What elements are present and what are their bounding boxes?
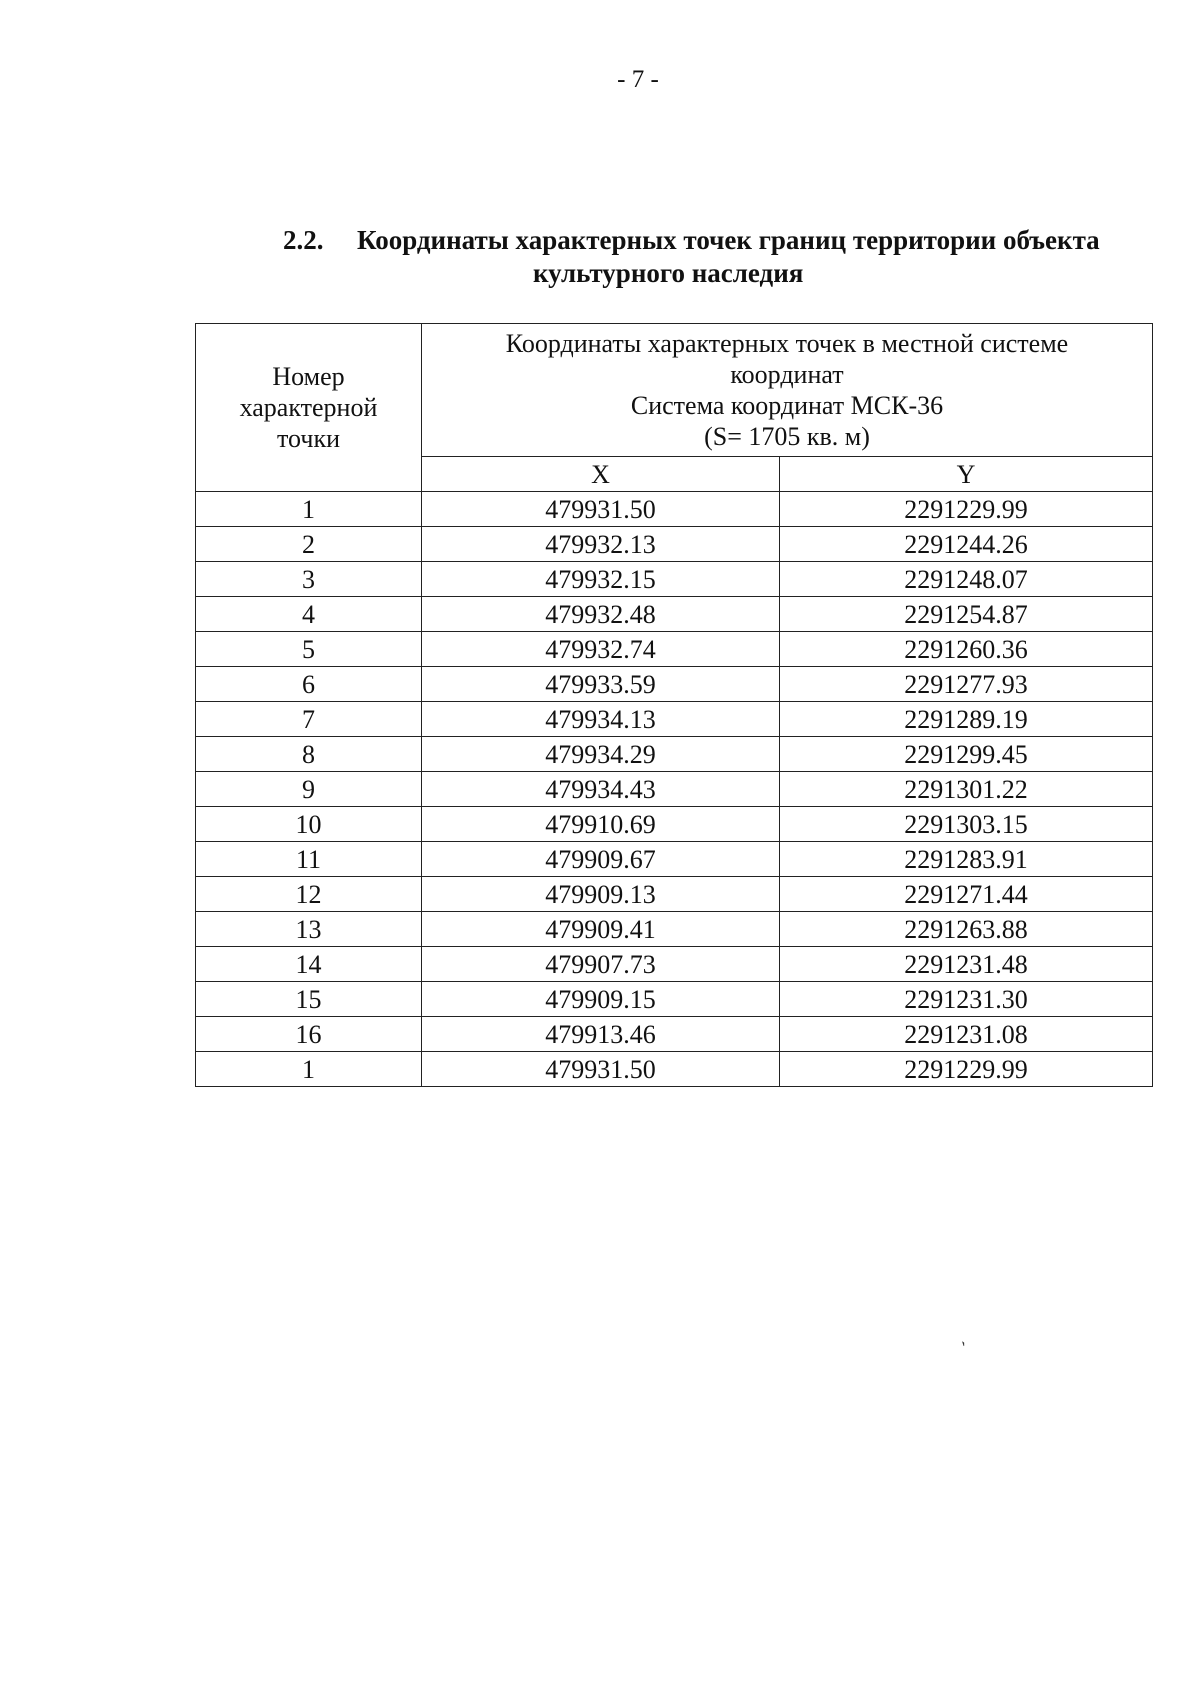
point-cell: 14 bbox=[196, 947, 422, 982]
x-cell: 479934.13 bbox=[422, 702, 780, 737]
table-row bbox=[196, 702, 1153, 737]
y-cell: 2291248.07 bbox=[780, 562, 1153, 597]
table-row bbox=[196, 842, 1153, 877]
heading-number: 2.2. bbox=[283, 225, 324, 255]
table-row bbox=[196, 1017, 1153, 1052]
y-column-header: Y bbox=[780, 457, 1153, 492]
table-row bbox=[196, 912, 1153, 947]
heading-line-1 bbox=[283, 224, 1163, 257]
table-row bbox=[196, 492, 1153, 527]
y-cell: 2291289.19 bbox=[780, 702, 1153, 737]
point-cell: 9 bbox=[196, 772, 422, 807]
point-cell: 8 bbox=[196, 737, 422, 772]
x-cell: 479909.13 bbox=[422, 877, 780, 912]
x-cell: 479933.59 bbox=[422, 667, 780, 702]
table-row bbox=[196, 632, 1153, 667]
x-cell: 479932.74 bbox=[422, 632, 780, 667]
y-cell: 2291277.93 bbox=[780, 667, 1153, 702]
x-cell: 479932.48 bbox=[422, 597, 780, 632]
x-cell: 479913.46 bbox=[422, 1017, 780, 1052]
y-cell: 2291231.30 bbox=[780, 982, 1153, 1017]
point-header-line: точки bbox=[277, 424, 340, 453]
system-header-line: Система координат МСК-36 bbox=[630, 391, 944, 420]
y-cell: 2291229.99 bbox=[780, 1052, 1153, 1087]
system-header-line: (S= 1705 кв. м) bbox=[704, 422, 870, 451]
y-cell: 2291283.91 bbox=[780, 842, 1153, 877]
table-row bbox=[196, 667, 1153, 702]
point-cell: 6 bbox=[196, 667, 422, 702]
y-cell: 2291299.45 bbox=[780, 737, 1153, 772]
table-row bbox=[196, 1052, 1153, 1087]
system-header-line: координат bbox=[730, 360, 844, 389]
x-cell: 479934.43 bbox=[422, 772, 780, 807]
x-cell: 479932.15 bbox=[422, 562, 780, 597]
y-cell: 2291231.08 bbox=[780, 1017, 1153, 1052]
table-row bbox=[196, 982, 1153, 1017]
y-cell: 2291244.26 bbox=[780, 527, 1153, 562]
table-row bbox=[196, 562, 1153, 597]
coordinates-table bbox=[195, 323, 1153, 1087]
y-cell: 2291271.44 bbox=[780, 877, 1153, 912]
y-cell: 2291231.48 bbox=[780, 947, 1153, 982]
table-row bbox=[196, 737, 1153, 772]
point-cell: 1 bbox=[196, 1052, 422, 1087]
point-cell: 7 bbox=[196, 702, 422, 737]
point-number-header bbox=[196, 324, 422, 492]
x-cell: 479907.73 bbox=[422, 947, 780, 982]
heading-text-1: Координаты характерных точек границ территории объекта bbox=[357, 225, 1100, 255]
x-cell: 479931.50 bbox=[422, 492, 780, 527]
point-header-line: Номер bbox=[272, 362, 345, 391]
y-cell: 2291263.88 bbox=[780, 912, 1153, 947]
x-cell: 479931.50 bbox=[422, 1052, 780, 1087]
scan-speck: ˋ bbox=[950, 1338, 969, 1361]
point-cell: 5 bbox=[196, 632, 422, 667]
table-row bbox=[196, 807, 1153, 842]
point-header-line: характерной bbox=[239, 393, 378, 422]
heading-line-2: культурного наследия bbox=[533, 258, 804, 288]
x-cell: 479909.67 bbox=[422, 842, 780, 877]
table-row bbox=[196, 947, 1153, 982]
point-cell: 10 bbox=[196, 807, 422, 842]
coordinate-system-header bbox=[422, 324, 1153, 457]
x-cell: 479909.41 bbox=[422, 912, 780, 947]
y-cell: 2291260.36 bbox=[780, 632, 1153, 667]
y-cell: 2291229.99 bbox=[780, 492, 1153, 527]
x-cell: 479910.69 bbox=[422, 807, 780, 842]
y-cell: 2291303.15 bbox=[780, 807, 1153, 842]
x-cell: 479909.15 bbox=[422, 982, 780, 1017]
point-cell: 3 bbox=[196, 562, 422, 597]
table-row bbox=[196, 877, 1153, 912]
point-cell: 12 bbox=[196, 877, 422, 912]
point-cell: 16 bbox=[196, 1017, 422, 1052]
table-row bbox=[196, 772, 1153, 807]
point-cell: 4 bbox=[196, 597, 422, 632]
table-row bbox=[196, 527, 1153, 562]
point-cell: 15 bbox=[196, 982, 422, 1017]
point-cell: 2 bbox=[196, 527, 422, 562]
x-cell: 479932.13 bbox=[422, 527, 780, 562]
point-cell: 1 bbox=[196, 492, 422, 527]
page-number: - 7 - bbox=[617, 66, 659, 93]
header-row-1 bbox=[196, 324, 1153, 457]
y-cell: 2291254.87 bbox=[780, 597, 1153, 632]
point-cell: 11 bbox=[196, 842, 422, 877]
x-cell: 479934.29 bbox=[422, 737, 780, 772]
y-cell: 2291301.22 bbox=[780, 772, 1153, 807]
section-heading bbox=[283, 224, 1163, 290]
point-cell: 13 bbox=[196, 912, 422, 947]
table-row bbox=[196, 597, 1153, 632]
x-column-header: X bbox=[422, 457, 780, 492]
system-header-line: Координаты характерных точек в местной системе bbox=[505, 329, 1069, 358]
